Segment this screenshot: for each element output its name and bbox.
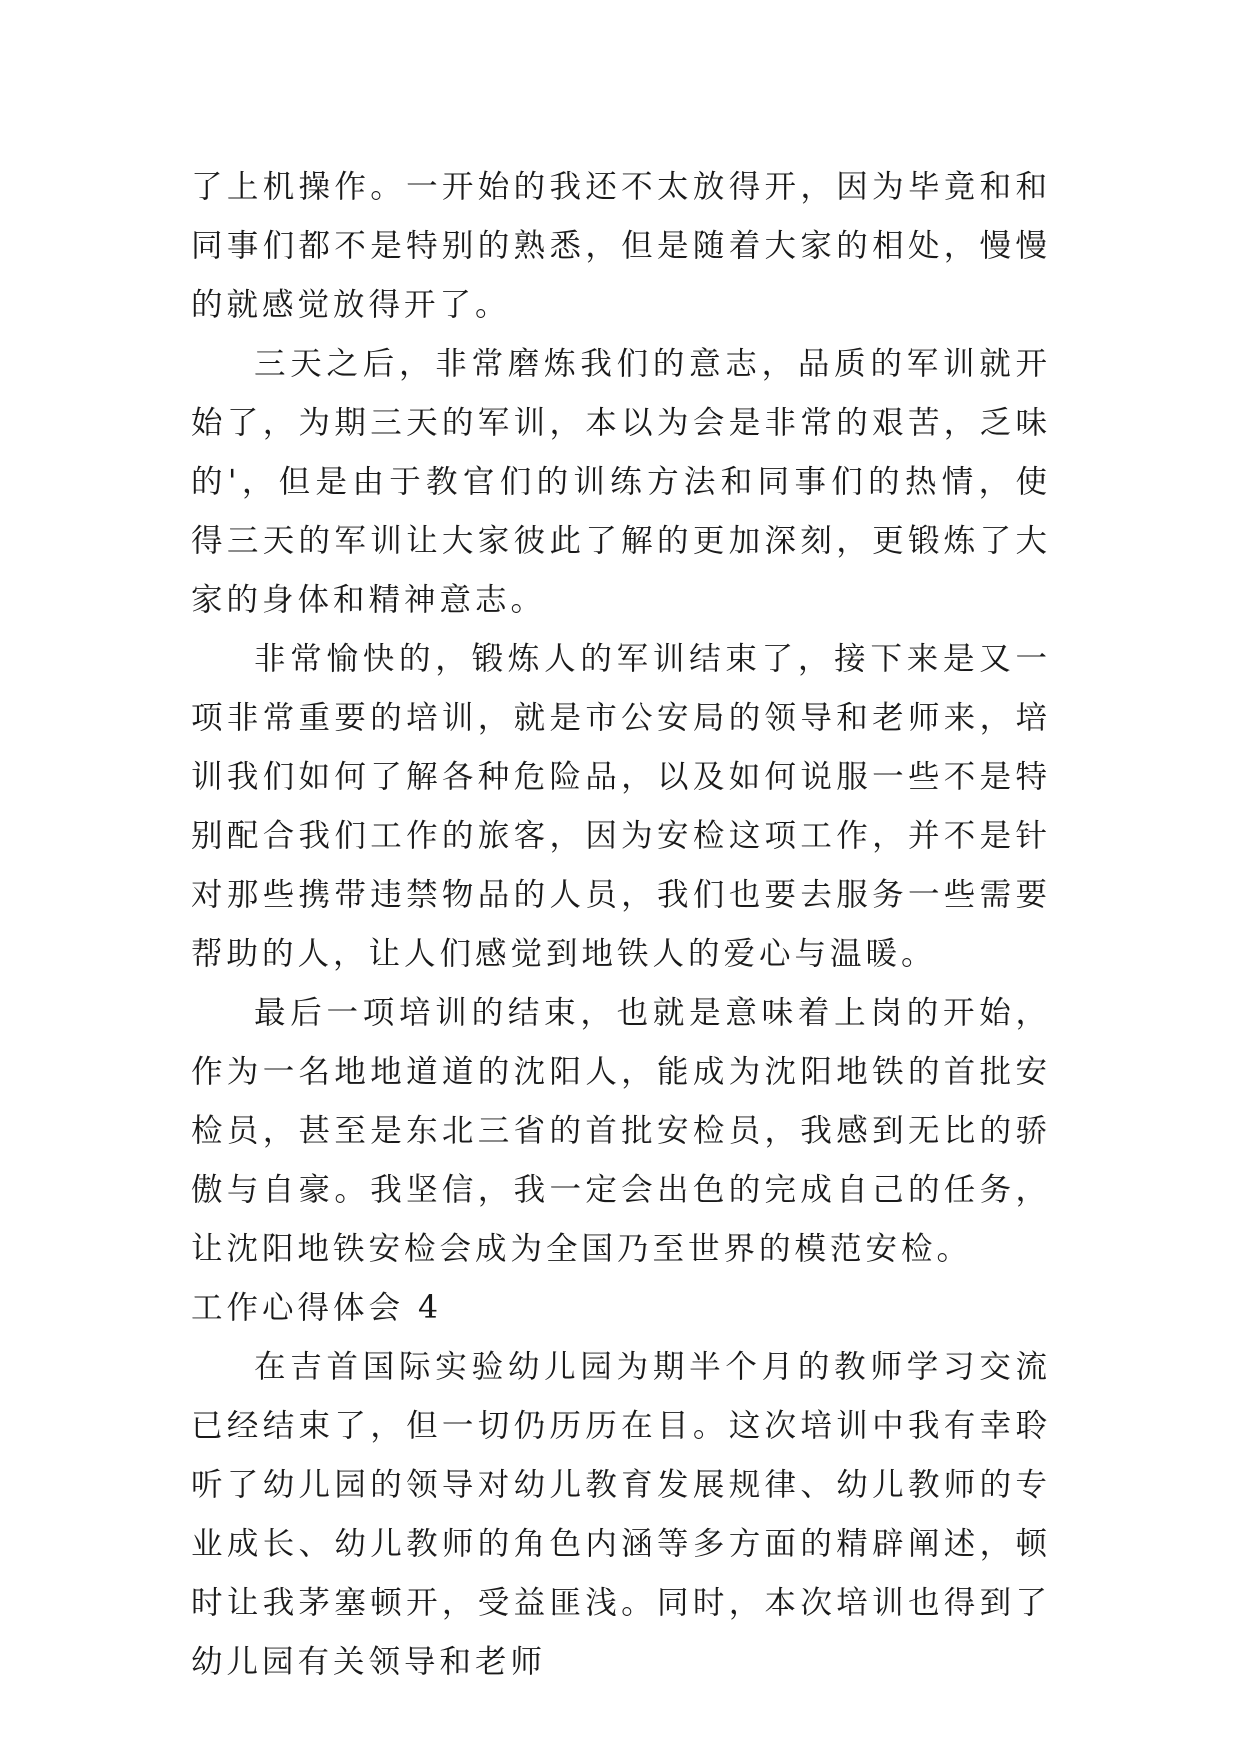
document-body: [191, 158, 1051, 1692]
paragraph-2: 三天之后，非常磨炼我们的意志，品质的军训就开始了，为期三天的军训，本以为会是非常的艰苦，乏味的'，但是由于教官们的训练方法和同事们的热情，使得三天的军训让大家彼此了解的更加深刻，更锻炼了大家的身体和精神意志。: [191, 346, 1051, 618]
paragraph-5: 在吉首国际实验幼儿园为期半个月的教师学习交流已经结束了，但一切仍历历在目。这次培训中我有幸聆听了幼儿园的领导对幼儿教育发展规律、幼儿教师的专业成长、幼儿教师的角色内涵等多方面的精辟阐述，顿时让我茅塞顿开，受益匪浅。同时，本次培训也得到了幼儿园有关领导和老师: [191, 1349, 1051, 1680]
paragraph-4: 最后一项培训的结束，也就是意味着上岗的开始，作为一名地地道道的沈阳人，能成为沈阳地铁的首批安检员，甚至是东北三省的首批安检员，我感到无比的骄傲与自豪。我坚信，我一定会出色的完成自己的任务，让沈阳地铁安检会成为全国乃至世界的模范安检。: [191, 995, 1051, 1267]
paragraph-3: 非常愉快的，锻炼人的军训结束了，接下来是又一项非常重要的培训，就是市公安局的领导和老师来，培训我们如何了解各种危险品，以及如何说服一些不是特别配合我们工作的旅客，因为安检这项工作，并不是针对那些携带违禁物品的人员，我们也要去服务一些需要帮助的人，让人们感觉到地铁人的爱心与温暖。: [191, 641, 1051, 972]
paragraph-1: 了上机操作。一开始的我还不太放得开，因为毕竟和和同事们都不是特别的熟悉，但是随着大家的相处，慢慢的就感觉放得开了。: [191, 169, 1051, 323]
section-heading: 工作心得体会 4: [191, 1290, 443, 1326]
